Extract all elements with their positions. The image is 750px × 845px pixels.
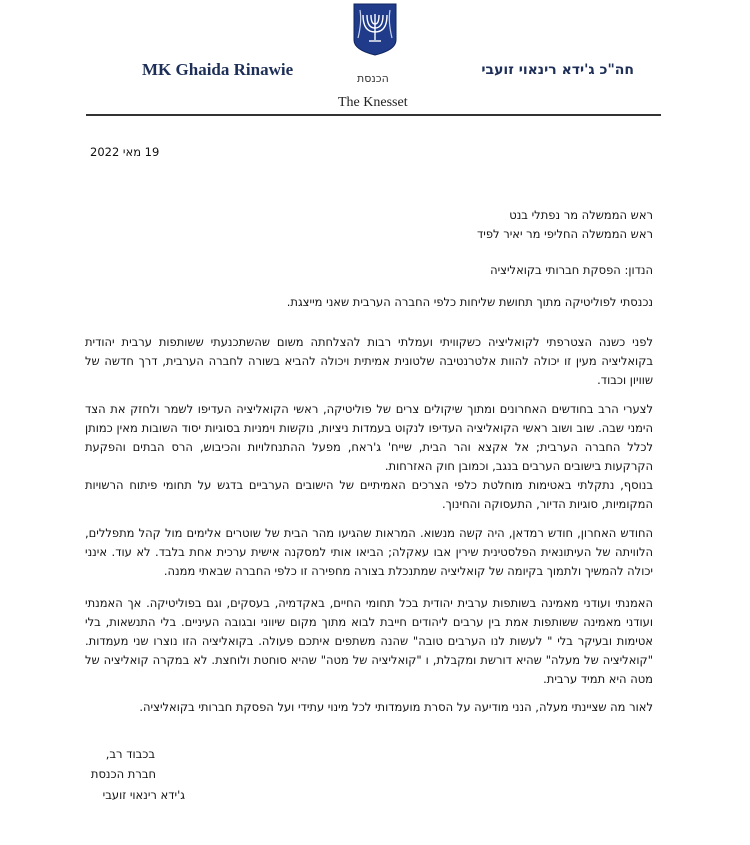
paragraph-text: בנוסף, נתקלתי באטימות מוחלטת כלפי הצרכים האמיתיים של הישובים הערביים בדגש על תחומי פיתוח הרשויות המקומיות, סוגיות הדיור, התעסוקה והחינוך. (85, 478, 653, 511)
paragraph-text: לפני כשנה הצטרפתי לקואליציה כשקוויתי ועמלתי רבות להצלחתה משום שהשתכנעתי ששותפות ערבית יהודית בקואליציה מעין זו יכולה להוות אלטרנטיבה שלטונית אמיתית ויכולה להביא בשורה לחברה הערבית, דרך חדשה של שוויון וכבוד. (85, 335, 653, 387)
signature-greeting: בכבוד רב, (105, 747, 155, 761)
paragraph-text: האמנתי ועודני מאמינה בשותפות ערבית יהודית בכל תחומי החיים, באקדמיה, בעסקים, וגם בפוליטיקה. אך האמנתי ועודני מאמינה ששותפות אמת בין ערבים ליהודים חייבת לבוא מתוך מקום שיווני ובגובה העיניים. בלי התנשאות, בלי אטימות ובעיקר בלי " לעשות לנו הערבים טובה" שהנה משתפים איתכם פעולה. בקואליציה הזו נוצרו שני מעמדות. "קואליציה של מעלה" שהיא דורשת ומקבלת, ו "קואליציה של מטה" שהיא סוחטת ולוחצת. לא במקרה קואליציה של מטה היא תמיד ערבית. (85, 596, 653, 686)
closing-paragraph (85, 698, 653, 717)
letter-subject: הנדון: הפסקת חברותי בקואליציה (490, 263, 653, 277)
paragraph-ramadan (85, 524, 653, 581)
menorah-emblem-icon (352, 2, 398, 56)
member-name-hebrew: חה"כ ג'ידא רינאוי זועבי (481, 62, 634, 78)
member-name-english: MK Ghaida Rinawie (142, 60, 294, 79)
signature-title: חברת הכנסת (90, 767, 156, 781)
paragraph-right-wing-positions (85, 400, 653, 514)
recipient-prime-minister: ראש הממשלה מר נפתלי בנט (509, 208, 653, 222)
letter-date: 19 מאי 2022 (90, 145, 160, 159)
header-divider (86, 114, 661, 116)
paragraph-partnership (85, 594, 653, 689)
signature-name: ג'ידא רינאוי זועבי (102, 788, 185, 802)
recipient-alternate-prime-minister: ראש הממשלה החליפי מר יאיר לפיד (476, 227, 653, 241)
paragraph-text: החודש האחרון, חודש רמדאן, היה קשה מנשוא. המראות שהגיעו מהר הבית של שוטרים אלימים מול קהל מתפללים, הלוויתה של העיתונאית הפלסטינית שירין אבו עאקלה; הביאו אותי למסקנה אישית ערכית אחת בלבד. לא עוד. אינני יכולה להמשיך ולתמוך בקיומה של קואליציה שמתנכלת בצורה מחפירה זו כלפי החברה שבאתי ממנה. (85, 526, 653, 578)
knesset-english-label: The Knesset (338, 95, 408, 110)
opening-paragraph: נכנסתי לפוליטיקה מתוך תחושת שליחות כלפי החברה הערבית שאני מייצגת. (286, 295, 653, 309)
knesset-hebrew-label: הכנסת (357, 72, 389, 85)
paragraph-text: לאור מה שציינתי מעלה, הנני מודיעה על הסרת מועמדותי לכל מינוי עתידי ועל הפסקת חברותי בקואליציה. (139, 700, 653, 714)
paragraph-text: לצערי הרב בחודשים האחרונים ומתוך שיקולים צרים של פוליטיקה, ראשי הקואליציה העדיפו לשמר ולחזק את הצד הימני שבה. שוב ושוב ראשי הקואליציה העדיפו לנקוט בעמדות ניציות, נוקשות וימניות בסוגיות יסוד השובות מאין כמותן לכלל החברה הערבית; אל אקצא והר הבית, שייח' ג'ראח, מפעל ההתנחלויות והכיבוש, הרס הבתים והפקעת הקרקעות בישובים הערבים בנגב, וכמובן חוק האזרחות. (85, 402, 653, 473)
paragraph-joining-coalition (85, 333, 653, 390)
